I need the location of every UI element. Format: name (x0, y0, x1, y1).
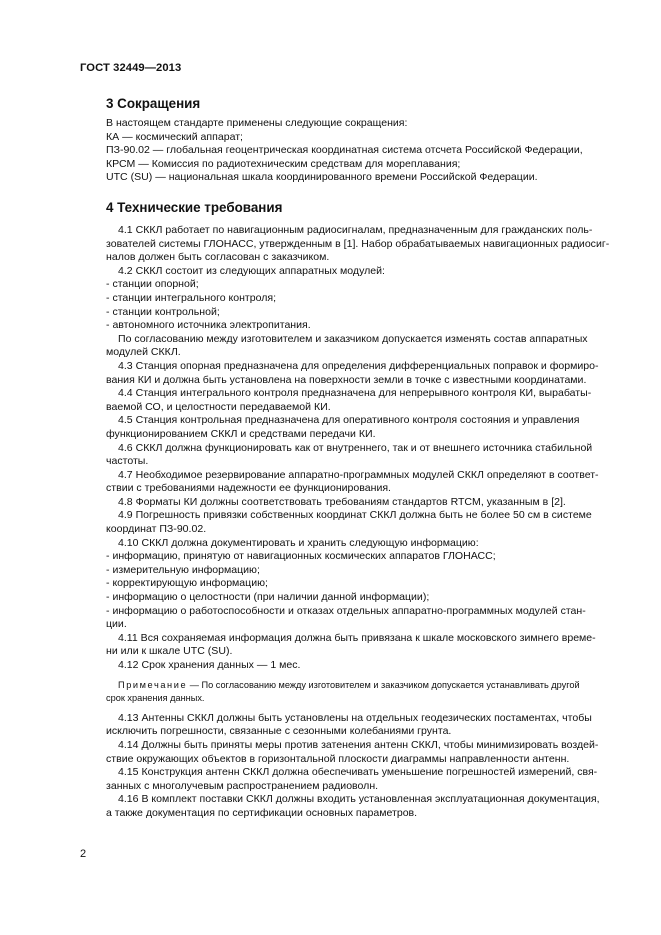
abbrev-pz: ПЗ-90.02 — глобальная геоцентрическая координатная система отсчета Российской Федерации, (106, 144, 583, 157)
list-item: - информацию о работоспособности и отказах отдельных аппаратно-программных модулей стан- (106, 604, 586, 617)
section-3-title: 3 Сокращения (106, 96, 201, 111)
section-4-title: 4 Технические требования (106, 200, 283, 215)
paragraph-4-11-line: ни или к шкале UTC (SU). (106, 645, 233, 658)
paragraph-4-6-line: частоты. (106, 455, 149, 468)
paragraph-4-2-tail: По согласованию между изготовителем и заказчиком допускается изменять состав аппаратных (118, 332, 588, 345)
paragraph-4-15-line: занных с многолучевым распространением радиоволн. (106, 779, 379, 792)
paragraph-4-11-line: 4.11 Вся сохраняемая информация должна быть привязана к шкале московского зимнего време- (118, 631, 596, 644)
paragraph-4-1-line: зователей системы ГЛОНАСС, утвержденным в [1]. Набор обрабатываемых навигационных радиосиг- (106, 237, 610, 250)
paragraph-4-5-line: 4.5 Станция контрольная предназначена для оперативного контроля состояния и управления (118, 414, 580, 427)
paragraph-4-4-line: ваемой СО, и целостности передаваемой КИ. (106, 400, 331, 413)
page-number: 2 (80, 848, 87, 860)
list-item: - станции опорной; (106, 278, 199, 291)
list-item: - автономного источника электропитания. (106, 319, 311, 332)
abbrev-ka: КА — космический аппарат; (106, 130, 243, 143)
list-item: - измерительную информацию; (106, 563, 260, 576)
paragraph-4-1-line: 4.1 СККЛ работает по навигационным радиосигналам, предназначенным для гражданских поль- (118, 224, 593, 236)
list-item: ции. (106, 618, 127, 631)
list-item: - корректирующую информацию; (106, 577, 268, 590)
paragraph-4-2-tail: модулей СККЛ. (106, 346, 181, 359)
running-header: ГОСТ 32449—2013 (80, 62, 182, 74)
paragraph-4-5-line: функционированием СККЛ и средствами передачи КИ. (106, 427, 376, 440)
paragraph-4-4-line: 4.4 Станция интегрального контроля предназначена для непрерывного контроля КИ, вырабаты- (118, 387, 592, 400)
paragraph-4-1-line: налов должен быть согласован с заказчиком. (106, 251, 330, 264)
section-3-body (106, 117, 613, 185)
abbrev-intro: В настоящем стандарте применены следующие сокращения: (106, 117, 408, 129)
paragraph-4-7-line: 4.7 Необходимое резервирование аппаратно-программных модулей СККЛ определяют в соответ- (118, 468, 599, 481)
paragraph-4-9-line: 4.9 Погрешность привязки собственных координат СККЛ должна быть не более 50 см в системе (118, 509, 592, 522)
paragraph-4-14-line: ствие окружающих объектов в горизонтальной плоскости диаграммы направленности антенн. (106, 752, 570, 765)
paragraph-4-3-line: вания КИ и должна быть установлена на поверхности земли в точке с известными координатами. (106, 373, 587, 386)
note (106, 679, 613, 693)
list-item: - станции интегрального контроля; (106, 291, 277, 304)
list-item: - информацию, принятую от навигационных космических аппаратов ГЛОНАСС; (106, 550, 496, 563)
paragraph-4-2-intro: 4.2 СККЛ состоит из следующих аппаратных модулей: (118, 264, 385, 277)
note-text: — По согласованию между изготовителем и заказчиком допускается устанавливать другой (187, 679, 580, 690)
section-4-body (106, 224, 613, 821)
list-item: - станции контрольной; (106, 305, 220, 318)
paragraph-4-15-line: 4.15 Конструкция антенн СККЛ должна обеспечивать уменьшение погрешностей измерений, свя- (118, 766, 598, 779)
paragraph-4-8-line: 4.8 Форматы КИ должны соответствовать требованиям стандартов RTCM, указанным в [2]. (118, 495, 566, 508)
paragraph-4-13-line: исключить погрешности, связанные с сезонными колебаниями грунта. (106, 725, 452, 738)
paragraph-4-16-line: 4.16 В комплект поставки СККЛ должны входить установленная эксплуатационная документация, (118, 793, 600, 806)
paragraph-4-10-intro: 4.10 СККЛ должна документировать и хранить следующую информацию: (118, 536, 479, 549)
paragraph-4-13-line: 4.13 Антенны СККЛ должны быть установлены на отдельных геодезических постаментах, чтобы (118, 711, 592, 724)
paragraph-4-6-line: 4.6 СККЛ должна функционировать как от внутреннего, так и от внешнего источника стабильной (118, 441, 593, 454)
paragraph-4-9-line: координат ПЗ-90.02. (106, 523, 207, 536)
paragraph-4-14-line: 4.14 Должны быть приняты меры против затенения антенн СККЛ, чтобы минимизировать воздей- (118, 738, 599, 751)
list-item: - информацию о целостности (при наличии данной информации); (106, 591, 430, 604)
note-text: срок хранения данных. (106, 693, 205, 704)
paragraph-4-7-line: ствии с требованиями надежности ее функционирования. (106, 482, 391, 495)
abbrev-utc: UTC (SU) — национальная шкала координированного времени Российской Федерации. (106, 171, 538, 184)
paragraph-4-12-line: 4.12 Срок хранения данных — 1 мес. (118, 659, 301, 671)
paragraph-4-3-line: 4.3 Станция опорная предназначена для определения дифференциальных поправок и формиро- (118, 359, 599, 372)
note-label: Примечание (118, 679, 188, 690)
abbrev-krsm: КРСМ — Комиссия по радиотехническим средствам для мореплавания; (106, 157, 461, 170)
paragraph-4-16-line: а также документация по сертификации основных параметров. (106, 806, 418, 819)
